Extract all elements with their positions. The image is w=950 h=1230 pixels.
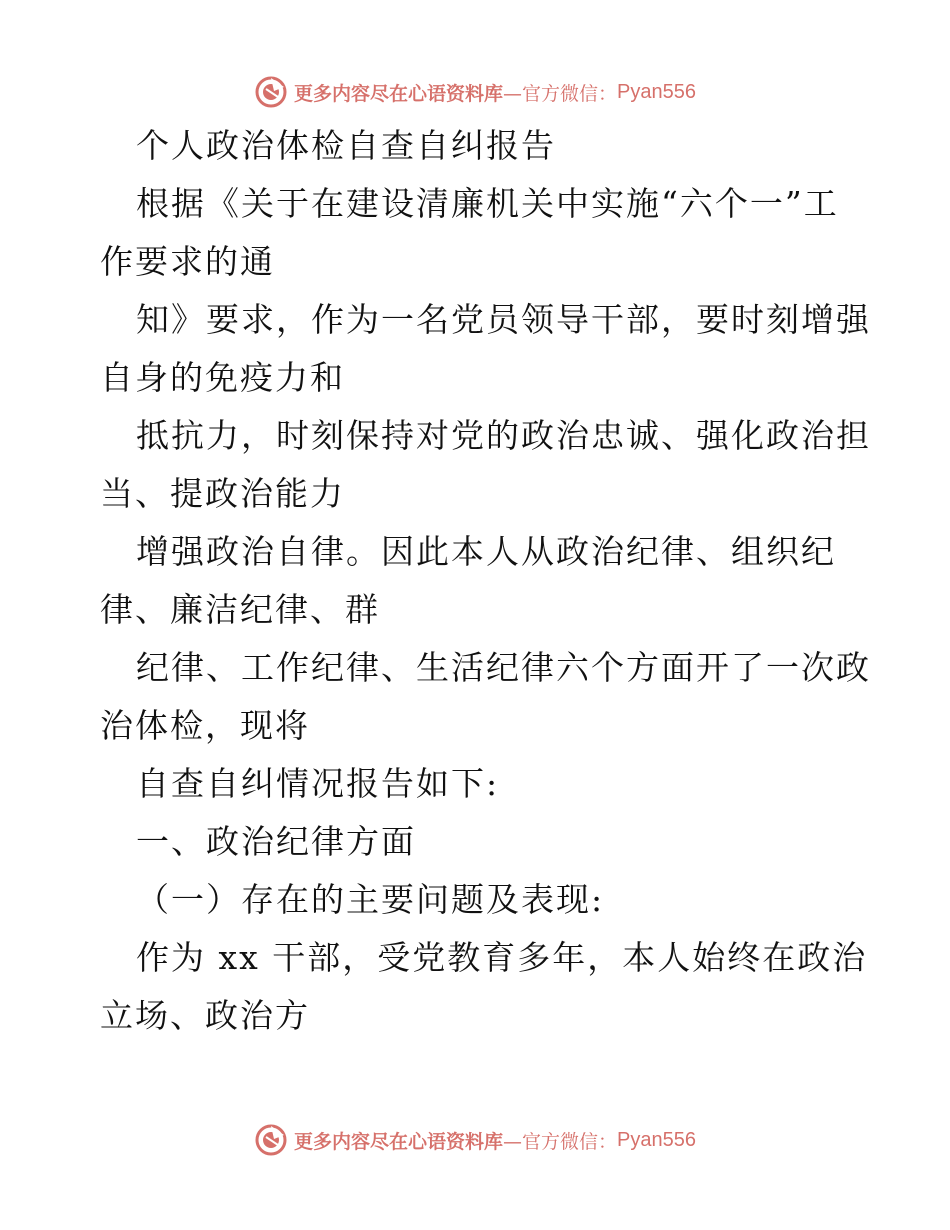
document-line: 增强政治自律。因此本人从政治纪律、组织纪 xyxy=(136,532,836,571)
document-line: 自身的免疫力和 xyxy=(100,358,345,397)
document-body xyxy=(100,117,871,1045)
document-line: 知》要求，作为一名党员领导干部，要时刻增强 xyxy=(136,300,871,339)
document-line: 自查自纠情况报告如下: xyxy=(136,764,500,803)
document-line: 治体检，现将 xyxy=(100,706,310,745)
document-line: 根据《关于在建设清廉机关中实施“六个一”工 xyxy=(136,184,839,223)
document-line: 个人政治体检自查自纠报告 xyxy=(136,126,556,165)
banner-wechat-id: Pyan556 xyxy=(617,80,696,103)
document-line: 一、政治纪律方面 xyxy=(136,822,416,861)
header-banner xyxy=(0,72,950,112)
document-line: 律、廉洁纪律、群 xyxy=(100,590,380,629)
banner-wechat-label: —官方微信： xyxy=(503,1130,618,1153)
document-line: 立场、政治方 xyxy=(100,996,310,1035)
document-line: 抵抗力，时刻保持对党的政治忠诚、强化政治担 xyxy=(136,416,871,455)
document-line: 当、提政治能力 xyxy=(100,474,345,513)
seal-logo-icon xyxy=(254,75,288,109)
banner-text: 更多内容尽在心语资料库 xyxy=(294,1130,504,1153)
document-line: 作要求的通 xyxy=(100,242,275,281)
banner-wechat-label: —官方微信： xyxy=(503,82,618,105)
footer-banner xyxy=(0,1120,950,1160)
document-line: （一）存在的主要问题及表现: xyxy=(136,880,605,919)
banner-text: 更多内容尽在心语资料库 xyxy=(294,82,504,105)
banner-wechat-id: Pyan556 xyxy=(617,1128,696,1151)
document-line: 作为 xx 干部，受党教育多年，本人始终在政治 xyxy=(136,938,868,977)
seal-logo-icon xyxy=(254,1123,288,1157)
document-line: 纪律、工作纪律、生活纪律六个方面开了一次政 xyxy=(136,648,871,687)
